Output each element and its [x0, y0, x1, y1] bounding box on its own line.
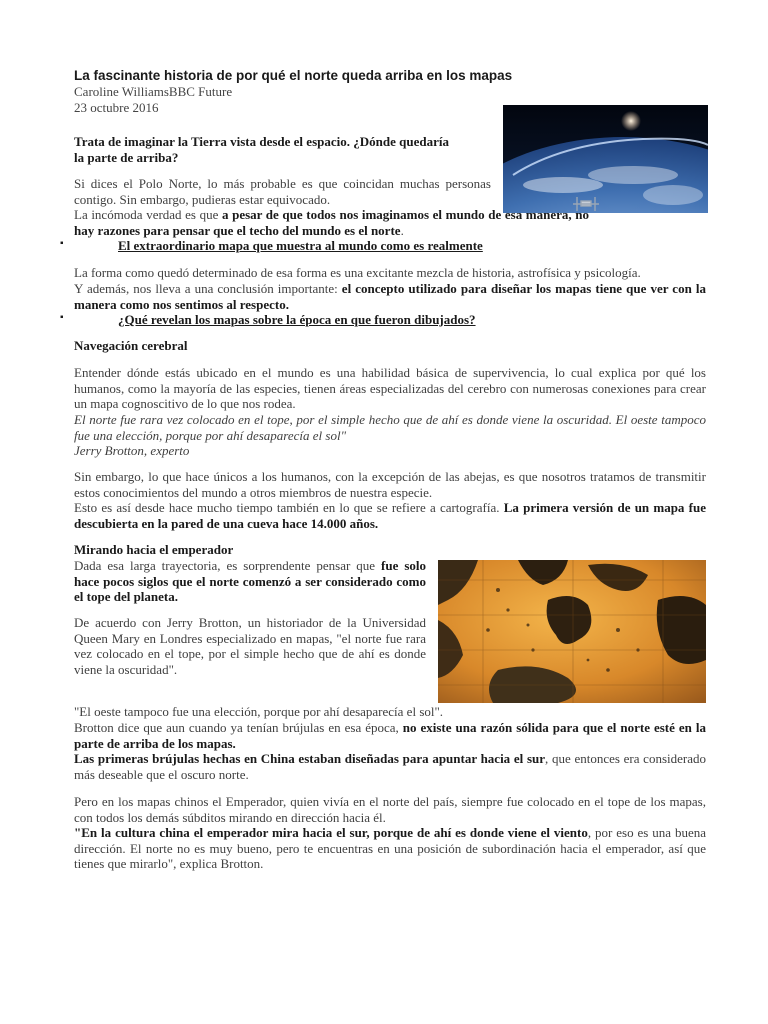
bold-text: el concepto utilizado para diseñar los mapas tiene que ver con la manera como nos sentimos al respecto. [74, 281, 706, 312]
bullet-link-text[interactable]: ¿Qué revelan los mapas sobre la época en que fueron dibujados? [118, 312, 476, 327]
paragraph-text: La incómoda verdad es que [74, 207, 222, 222]
paragraph-cultura-china [74, 825, 706, 872]
paragraph-oeste: "El oeste tampoco fue una elección, porque por ahí desaparecía el sol". [74, 704, 444, 719]
article-title: La fascinante historia de por qué el norte queda arriba en los mapas [74, 68, 513, 83]
paragraph-forma: La forma como quedó determinado de esa forma es una excitante mezcla de historia, astrofísica y psicología. [74, 265, 641, 280]
bullet-link-text[interactable]: El extraordinario mapa que muestra al mundo como es realmente [118, 238, 483, 253]
intro-question [74, 134, 494, 165]
intro-question-line2: la parte de arriba? [74, 149, 179, 165]
paragraph-brujulas [74, 720, 706, 751]
section-heading-emperador: Mirando hacia el emperador [74, 542, 234, 557]
section-heading-navegacion: Navegación cerebral [74, 338, 188, 353]
paragraph-jerry-brotton: De acuerdo con Jerry Brotton, un historiador de la Universidad Queen Mary en Londres especializado en mapas, "el norte fue rara vez colocado en el tope, por el simple hecho que de ahí es donde viene la oscuridad". [74, 615, 426, 677]
ancient-map-image [438, 560, 706, 703]
paragraph-entender: Entender dónde estás ubicado en el mundo es una habilidad básica de supervivencia, lo cual explica por qué los humanos, como la mayoría de las especies, tienen áreas especializadas del cerebro con numerosas conexiones para crear un mapa cognoscitivo de lo que nos rodea. [74, 365, 706, 412]
pull-quote: El norte fue rara vez colocado en el tope, por el simple hecho que de ahí es donde viene la oscuridad. El oeste tampoco fue una elección, porque por ahí desaparecía el sol" [74, 412, 706, 443]
paragraph-china-sur [74, 751, 706, 782]
paragraph-text: Brotton dice que aun cuando ya tenían brújulas en esa época, [74, 720, 403, 735]
bold-text: no existe una razón sólida para que el norte esté en la parte de arriba de los mapas. [74, 720, 706, 751]
paragraph-text: Esto es así desde hace mucho tiempo también en lo que se refiere a cartografía. [74, 500, 504, 515]
paragraph-text: Y además, nos lleva a una conclusión importante: [74, 281, 342, 296]
bullet-icon: ▪ [60, 312, 64, 323]
earth-image [503, 105, 708, 213]
bold-text: a pesar de que todos nos imaginamos el mundo de esa manera, no hay razones para pensar que el techo del mundo es el norte [74, 207, 589, 238]
bullet-icon: ▪ [60, 238, 64, 249]
paragraph-polo-norte: Si dices el Polo Norte, lo más probable es que coincidan muchas personas contigo. Sin embargo, pudieras estar equivocado. [74, 176, 491, 207]
paragraph-conclusion [74, 281, 706, 312]
paragraph-text: . [400, 222, 404, 238]
paragraph-sin-embargo: Sin embargo, lo que hace únicos a los humanos, con la excepción de las abejas, es que nosotros tratamos de transmitir estos conocimientos del mundo a otros miembros de nuestra especie. [74, 469, 706, 500]
bold-text: La primera versión de un mapa fue descubierta en la pared de una cueva hace 14.000 años. [74, 500, 706, 531]
bold-text: Las primeras brújulas hechas en China estaban diseñadas para apuntar hacia el sur [74, 751, 546, 766]
bold-text: "En la cultura china el emperador mira hacia el sur, porque de ahí es donde viene el viento [74, 825, 588, 840]
paragraph-text: , que entonces era considerado más deseable que el oscuro norte. [74, 751, 706, 782]
bold-text: fue solo hace pocos siglos que el norte comenzó a ser considerado como el tope del planeta. [74, 558, 427, 605]
date-line: 23 octubre 2016 [74, 100, 159, 115]
paragraph-text: , por eso es una buena dirección. El norte no es muy bueno, pero te encuentras en una posición de subordinación hacia el emperador, así que tienes que mirarlo", explica Brotton. [74, 825, 706, 872]
paragraph-incomoda-verdad [74, 207, 589, 238]
pull-quote-author: Jerry Brotton, experto [74, 443, 190, 458]
intro-question-line1: Trata de imaginar la Tierra vista desde el espacio. ¿Dónde quedaría [74, 134, 449, 149]
paragraph-cartografia [74, 500, 706, 531]
paragraph-mapas-chinos: Pero en los mapas chinos el Emperador, quien vivía en el norte del país, siempre fue colocado en el tope de los mapas, con todos los demás súbditos mirando en dirección hacia él. [74, 794, 706, 825]
author-line: Caroline WilliamsBBC Future [74, 84, 233, 99]
paragraph-text: Dada esa larga trayectoria, es sorprendente pensar que [74, 558, 382, 573]
paragraph-dada-trayectoria [74, 558, 426, 605]
